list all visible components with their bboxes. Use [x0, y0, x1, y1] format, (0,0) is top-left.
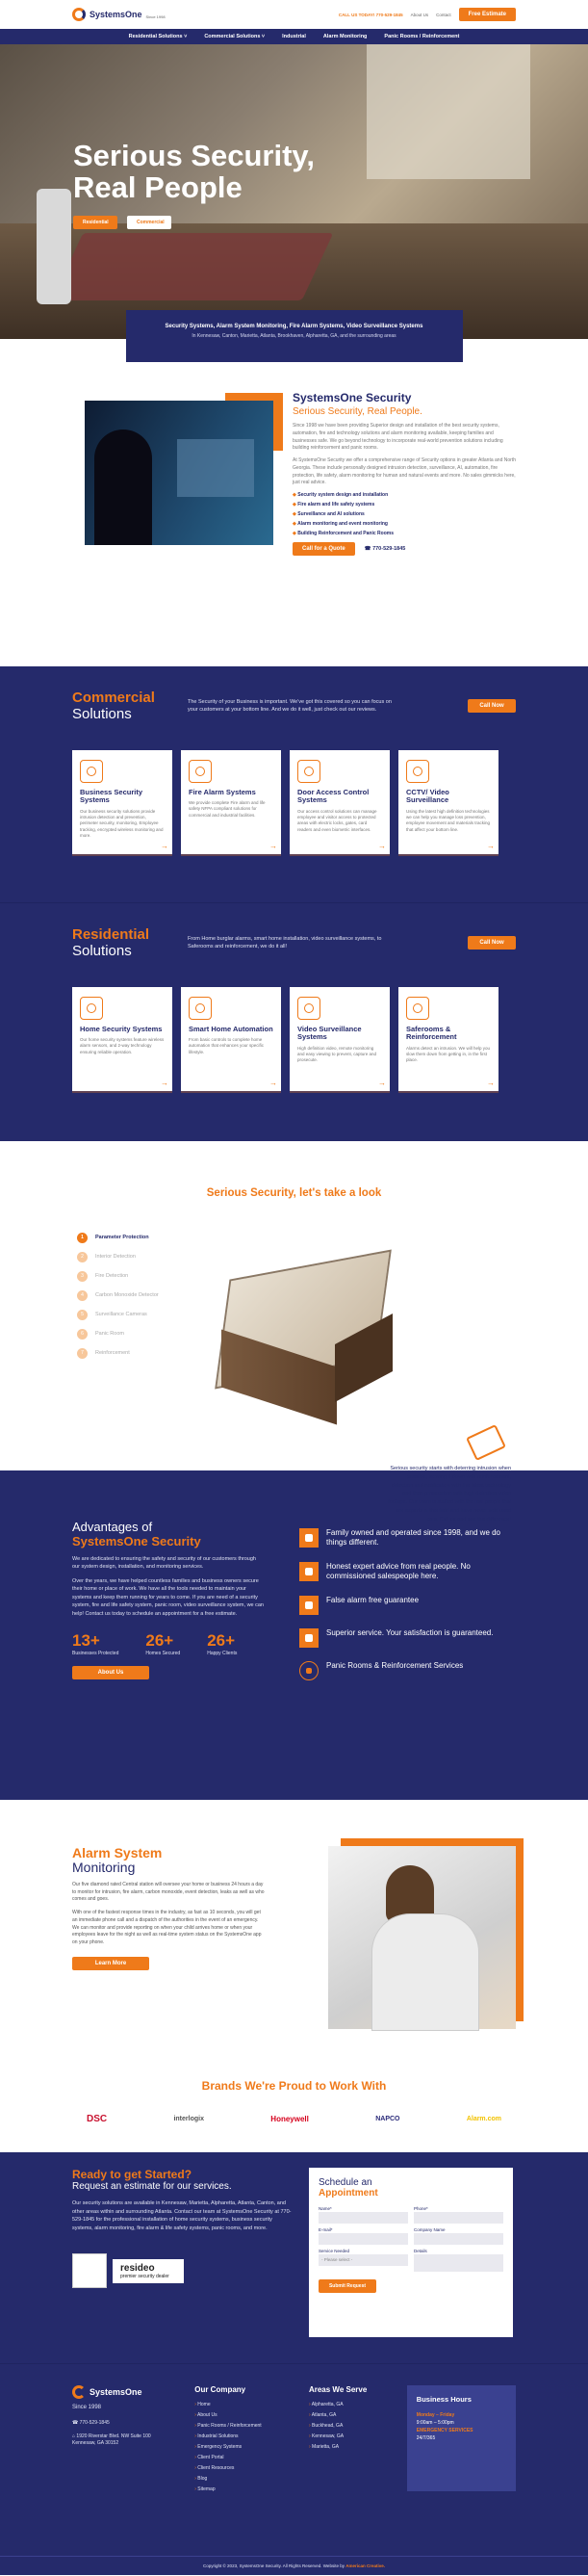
certification-badge-icon	[72, 2253, 107, 2288]
hero-title: Serious Security, Real People	[73, 139, 315, 204]
take-a-look-section	[0, 1141, 588, 1522]
footer-link[interactable]: › Sitemap	[194, 2486, 276, 2492]
stat-value: 13+	[72, 1631, 100, 1651]
feature-item[interactable]: 1 Parameter Protection	[77, 1228, 159, 1247]
logo[interactable]	[72, 8, 166, 21]
about-subtitle: Serious Security, Real People.	[293, 406, 422, 417]
home-security-icon	[80, 997, 103, 1020]
brand-logo-napco: NAPCO	[375, 2116, 400, 2122]
advantage-item: Superior service. Your satisfaction is guaranteed.	[299, 1628, 516, 1648]
hero-rug	[52, 233, 334, 300]
service-select[interactable]: - Please select -	[319, 2254, 408, 2266]
card-text: Using the latest high definition technologies we can help you manage loss prevention, employee movement and materials tracking that affect your bottom line.	[406, 808, 491, 832]
operator-image	[328, 1846, 516, 2029]
service-card[interactable]	[72, 750, 172, 854]
service-card[interactable]	[398, 987, 499, 1091]
business-security-icon	[80, 760, 103, 783]
about-title: SystemsOne Security	[293, 391, 412, 404]
advantage-item: Panic Rooms & Reinforcement Services	[299, 1661, 516, 1680]
nav-panic-rooms[interactable]: Panic Rooms / Reinforcement	[384, 34, 460, 39]
alarm-monitoring-section	[0, 1800, 588, 2060]
top-bar	[0, 0, 588, 29]
about-us-button[interactable]: About Us	[72, 1666, 149, 1679]
saferoom-icon	[406, 997, 429, 1020]
fire-alarm-icon	[189, 760, 212, 783]
hero-box-title: Security Systems, Alarm System Monitoring, Fire Alarm Systems, Video Surveillance Systems	[165, 324, 423, 329]
main-nav	[0, 29, 588, 44]
smart-home-icon	[189, 997, 212, 1020]
feature-list	[77, 1228, 159, 1363]
brands-title: Brands We're Proud to Work With	[201, 2079, 387, 2093]
card-title: Business Security Systems	[80, 787, 143, 805]
business-hours	[407, 2385, 516, 2491]
hero-box-sub: In Kennesaw, Canton, Marietta, Atlanta, Brookhaven, Alpharetta, GA, and the surrounding areas	[192, 333, 396, 339]
about-bullet: ◆ Alarm monitoring and event monitoring	[293, 521, 516, 527]
commercial-call-now-button[interactable]: Call Now	[468, 699, 516, 713]
footer-area-link[interactable]: › Atlanta, GA	[309, 2412, 374, 2418]
footer-area-link[interactable]: › Alpharetta, GA	[309, 2402, 374, 2407]
video-surveillance-icon	[297, 997, 320, 1020]
about-bullet: ◆ Surveillance and AI solutions	[293, 511, 516, 517]
alarm-paragraph-1: Our five diamond rated Central station will oversee your home or business 24 hours a day to monitor for intrusion, fire alarm, carbon monoxide, event detection, leaks as well as who comes and goes.	[72, 1881, 265, 1903]
phone-label: Phone*	[414, 2206, 428, 2211]
card-text: Our home security systems feature wireless alarm sensors, and 2-way technology ensuring reliable operation.	[80, 1037, 165, 1054]
service-icon	[299, 1628, 319, 1648]
look-paragraph: Serious security starts with deterring intrusion when possible, slowing it down with reinforcement, detection and notification with the latest technology and then prosecution with high definition video footage. Our team is staffed with the real people that are experts in this field and have never sold used cars. Call us and see the difference!	[388, 1466, 511, 1522]
quote-title: Ready to get Started?	[72, 2168, 192, 2181]
footer-area-link[interactable]: › Kennesaw, GA	[309, 2433, 374, 2439]
stat-value: 26+	[145, 1631, 174, 1651]
footer-address: ⌂ 1920 Riverstar Blvd. NW Suite 100 Kennesaw, GA 30152	[72, 2433, 151, 2446]
stats	[72, 1631, 265, 1656]
cctv-icon	[406, 760, 429, 783]
resideo-brand: resideo	[120, 2262, 155, 2274]
hours-emergency: EMERGENCY SERVICES	[416, 2428, 473, 2433]
form-title: Schedule an Appointment	[319, 2177, 378, 2199]
arrow-right-icon[interactable]: →	[378, 841, 386, 850]
advantage-item: Family owned and operated since 1998, and we do things different.	[299, 1528, 516, 1548]
residential-title: Residential Solutions	[72, 926, 150, 960]
hero-residential-button[interactable]: Residential	[73, 216, 117, 229]
quote-subtitle: Request an estimate for our services.	[72, 2181, 232, 2192]
quote-section	[0, 2152, 588, 2363]
advantage-item: False alarm free guarantee	[299, 1596, 516, 1615]
top-links	[339, 8, 516, 21]
feature-item[interactable]: 7 Reinforcement	[77, 1343, 159, 1363]
hero-info-box	[126, 310, 463, 362]
card-title: Video Surveillance Systems	[297, 1024, 362, 1042]
about-bullet: ◆ Building Reinforcement and Panic Rooms	[293, 531, 516, 536]
top-about-link[interactable]: About Us	[410, 12, 429, 17]
about-phone[interactable]: ☎ 770-529-1845	[364, 546, 406, 552]
nav-residential[interactable]: Residential Solutions ˅	[128, 34, 188, 39]
hero-commercial-button[interactable]: Commercial	[127, 216, 171, 229]
about-section	[0, 362, 588, 666]
about-paragraph-1: Since 1998 we have been providing Superior design and installation of the best security systems, automation, fire and technology solutions and alarm monitoring available, keeping families and businesses safe. We go beyond technology to incorporate real-world prevention solutions including building reinforcement and panic rooms.	[293, 423, 503, 452]
residential-desc: From Home burglar alarms, smart home installation, video surveillance systems, to Saferooms and reinforcement, we do it all!	[188, 936, 382, 950]
footer-link[interactable]: › Client Portal	[194, 2455, 276, 2460]
footer	[0, 2363, 588, 2556]
feature-item[interactable]: 5 Surveillance Cameras	[77, 1305, 159, 1324]
nav-alarm-monitoring[interactable]: Alarm Monitoring	[322, 34, 368, 39]
service-card[interactable]	[181, 750, 281, 854]
service-card[interactable]	[290, 750, 390, 854]
footer-since: Since 1998	[72, 2405, 102, 2410]
feature-item[interactable]: 4 Carbon Monoxide Detector	[77, 1286, 159, 1305]
about-bullet: ◆ Security system design and installation	[293, 492, 516, 498]
about-bullets	[293, 492, 516, 536]
door-access-icon	[297, 760, 320, 783]
logo-since: Since 1998	[145, 14, 166, 19]
service-card[interactable]	[181, 987, 281, 1091]
stat-label: Happy Clients	[207, 1651, 238, 1657]
brand-logo-dsc: DSC	[87, 2114, 108, 2124]
advice-icon	[299, 1562, 319, 1581]
email-label: E-mail*	[319, 2227, 333, 2232]
nav-industrial[interactable]: Industrial	[282, 34, 306, 39]
card-title: Saferooms & Reinforcement	[406, 1024, 457, 1042]
footer-logo[interactable]	[72, 2385, 162, 2399]
details-label: Details	[414, 2249, 427, 2253]
arrow-right-icon[interactable]: →	[161, 841, 168, 850]
commercial-title: Commercial Solutions	[72, 690, 155, 723]
feature-item[interactable]: 6 Panic Room	[77, 1324, 159, 1343]
card-title: Fire Alarm Systems	[189, 787, 256, 796]
hours-days: Monday – Friday	[416, 2412, 455, 2418]
footer-link[interactable]: › About Us	[194, 2412, 276, 2418]
top-contact-link[interactable]: Contact	[436, 12, 451, 17]
phone-field[interactable]	[414, 2212, 503, 2224]
footer-link[interactable]: › Panic Rooms / Reinforcement	[194, 2423, 276, 2429]
email-field[interactable]	[319, 2233, 408, 2245]
brand-logo-alarmcom: Alarm.com	[466, 2116, 501, 2122]
card-text: High definition video, remote monitoring and easy viewing to prevent, capture and prosecute.	[297, 1045, 377, 1063]
stat-value: 26+	[207, 1631, 236, 1651]
shield-icon	[299, 1661, 319, 1680]
resideo-sub: premier security dealer	[120, 2273, 169, 2279]
footer-area-link[interactable]: › Marietta, GA	[309, 2444, 374, 2450]
footer-link[interactable]: › Blog	[194, 2476, 276, 2482]
advantages-paragraph-1: We are dedicated to ensuring the safety and security of our customers through our system design, installation, and monitoring services.	[72, 1555, 256, 1571]
alarm-paragraph-2: With one of the fastest response times in the industry, as fast as 10 seconds, you will get an immediate phone call and a dispatch of the authorities in the event of an emergency. We can monitor and provide reporting on when your child arrives home or when your employees leave for the night as well as real-time system status on the SystemsOne app on your phone.	[72, 1910, 262, 1946]
card-text: From basic controls to complete home automation that enhances your specific lifestyle.	[189, 1037, 265, 1054]
arrow-right-icon[interactable]: →	[269, 841, 277, 850]
brand-logo-interlogix: interlogix	[173, 2116, 204, 2122]
footer-phone[interactable]: ☎ 770-529-1845	[72, 2420, 110, 2426]
company-field[interactable]	[414, 2233, 503, 2245]
arrow-right-icon[interactable]: →	[487, 841, 495, 850]
service-card[interactable]	[290, 987, 390, 1091]
arrow-right-icon[interactable]: →	[378, 1078, 386, 1087]
card-text: Our access control solutions can manage employee and visitor access to protected areas with electric locks, gates, card readers and even biometric interfaces.	[297, 808, 377, 832]
quote-text: Our security solutions are available in Kennesaw, Marietta, Alpharetta, Atlanta, Canton, and other areas within and surrounding Atlanta. Contact our team at SystemsOne Security at 770-529-1845 for the professional installation of home security systems, business security systems, alarm monitoring, fire alarm & life safety systems, panic rooms, and more.	[72, 2200, 292, 2231]
look-title: Serious Security, let's take a look	[206, 1187, 382, 1199]
arrow-right-icon[interactable]: →	[269, 1078, 277, 1087]
logo-mark-icon	[72, 8, 86, 21]
footer-logo-name: SystemsOne	[89, 2387, 142, 2397]
submit-request-button[interactable]: Submit Request	[319, 2279, 376, 2293]
arrow-right-icon[interactable]: →	[161, 1078, 168, 1087]
agency-link[interactable]: American Creative.	[345, 2563, 385, 2568]
service-card[interactable]	[398, 750, 499, 854]
nav-commercial[interactable]: Commercial Solutions ˅	[204, 34, 266, 39]
hero-security-tower	[37, 189, 71, 304]
arrow-right-icon[interactable]: →	[487, 1078, 495, 1087]
stat-label: Businesses Protected	[72, 1651, 119, 1657]
advantages-title: Advantages of SystemsOne Security	[72, 1520, 201, 1548]
footer-link[interactable]: › Emergency Systems	[194, 2444, 276, 2450]
hours-title: Business Hours	[416, 2395, 472, 2404]
brands-section	[0, 2060, 588, 2152]
card-text: Our business security solutions provide intrusion detection and prevention, perimeter security, monitoring, Employee tracking, encrypted wireless monitoring and more.	[80, 808, 164, 838]
card-title: Home Security Systems	[80, 1024, 163, 1033]
footer-areas-title: Areas We Serve	[308, 2385, 368, 2394]
service-card[interactable]	[72, 987, 172, 1091]
about-bullet: ◆ Fire alarm and life safety systems	[293, 502, 516, 507]
hours-emergency-time: 24/7/365	[416, 2435, 436, 2441]
advantages-paragraph-2: Over the years, we have helped countless families and business owners secure their home or place of work. We have all the tools needed to maintain your systems and keep them running for years to come. If you are need of a security system, fire and life safety system, panic room, video surveillance system, we can help! Contact us today to schedule an appointment for a free estimate.	[72, 1577, 264, 1617]
call-for-quote-button[interactable]: Call for a Quote	[293, 542, 355, 556]
commercial-section	[0, 666, 588, 902]
company-label: Company Name	[414, 2227, 446, 2232]
feature-item[interactable]: 2 Interior Detection	[77, 1247, 159, 1266]
house-cutaway-image	[192, 1257, 423, 1420]
free-estimate-button[interactable]: Free Estimate	[459, 8, 516, 21]
learn-more-button[interactable]: Learn More	[72, 1957, 149, 1970]
card-text: Alarms detect an intrusion. We will help you slow them down from getting in, in the first place.	[406, 1045, 490, 1063]
name-label: Name*	[319, 2206, 332, 2211]
card-title: Smart Home Automation	[189, 1024, 273, 1033]
name-field[interactable]	[319, 2212, 408, 2224]
about-image	[85, 401, 273, 545]
service-label: Service Needed	[319, 2249, 350, 2253]
advantage-item: Honest expert advice from real people. No commissioned salespeople here.	[299, 1562, 516, 1582]
hero-banner	[0, 44, 588, 339]
appointment-form	[309, 2168, 513, 2337]
alarm-title: Alarm System Monitoring	[72, 1845, 163, 1876]
footer-link[interactable]: › Client Resources	[194, 2465, 276, 2471]
brand-logo-honeywell: Honeywell	[270, 2115, 309, 2123]
details-field[interactable]	[414, 2254, 503, 2272]
card-title: CCTV/ Video Surveillance	[406, 787, 449, 805]
residential-section	[0, 902, 588, 1141]
feature-item[interactable]: 3 Fire Detection	[77, 1266, 159, 1286]
camera-icon	[466, 1424, 506, 1461]
card-title: Door Access Control Systems	[297, 787, 370, 805]
stat-label: Homes Secured	[145, 1651, 181, 1657]
resideo-badge	[72, 2253, 294, 2288]
alarm-icon	[299, 1596, 319, 1615]
logo-mark-icon	[72, 2385, 86, 2399]
family-icon	[299, 1528, 319, 1548]
hours-time: 9:00am – 5:00pm	[416, 2420, 454, 2426]
top-phone-link[interactable]: CALL US TODAY! 770-529-1845	[338, 12, 403, 17]
footer-area-link[interactable]: › Buckhead, GA	[309, 2423, 374, 2429]
logo-name: SystemsOne	[89, 10, 142, 19]
residential-call-now-button[interactable]: Call Now	[468, 936, 516, 950]
copyright: Copyright © 2023, SystemsOne Security. All Rights Reserved. Website by American Creative.	[0, 2556, 588, 2575]
footer-company-title: Our Company	[194, 2385, 246, 2394]
footer-link[interactable]: › Home	[194, 2402, 276, 2407]
about-paragraph-2: At SystemsOne Security we offer a comprehensive range of Security options in greater Atlanta and North Georgia. These include personally designed intrusion detection, surveillance, AI, automation, fire protection, life safety, alarm monitoring for human and natural events and more. No sales gimmicks here, just real advice.	[293, 457, 516, 486]
card-text: We provide complete Fire alarm and life safety NFPA compliant solutions for commercial and industrial facilities.	[189, 800, 266, 818]
footer-link[interactable]: › Industrial Solutions	[194, 2433, 276, 2439]
commercial-desc: The Security of your Business is important. We've got this covered so you can focus on your customers at your bottom line. And we do it well, just check out our reviews.	[188, 699, 392, 714]
hero-window	[367, 44, 530, 179]
